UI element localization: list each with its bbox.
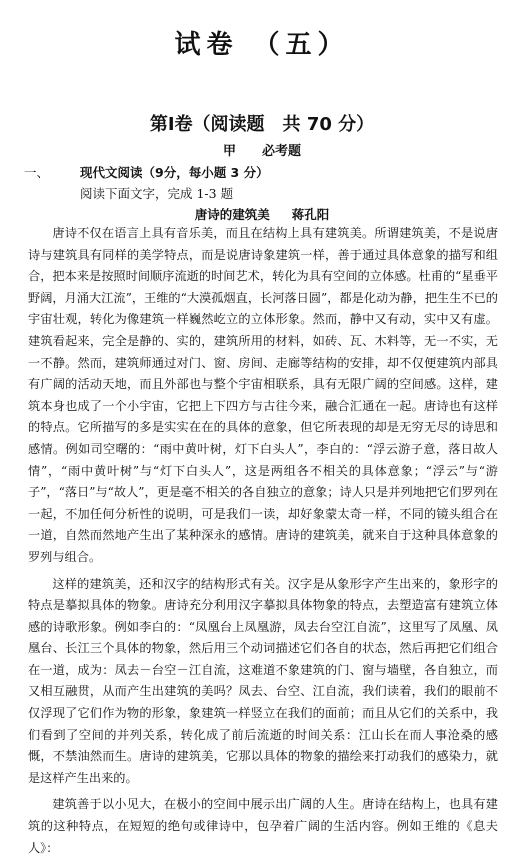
article-body bbox=[28, 223, 498, 864]
article-paragraph: 唐诗不仅在语言上具有音乐美，而且在结构上具有建筑美。所谓建筑美，不是说唐诗与建筑具有同样的美学特点，而是说唐诗象建筑一样，善于通过具体意象的描写和组合，把本来是按照时间顺序流逝的时间艺术，转化为具有空间的立体感。杜甫的“星垂平野阔，月涌大江流”，王维的“大漠孤烟直，长河落日圆”，都是化动为静，把生生不已的宇宙壮观，转化为像建筑一样巍然屹立的立体形象。然而，静中又有动，实中又有虚。建筑看起来，完全是静的、实的，建筑所用的材料，如砖、瓦、木料等，无一不实，无一不静。然而，建筑师通过对门、窗、房间、走廊等结构的安排，却不仅便建筑内部具有广阔的活动天地，而且外部也与整个宇宙相联系，具有无限广阔的空间感。这样，建筑本身也成了一个小宇宙，它把上下四方与古往今来，融合汇通在一起。唐诗也有这样的特点。它所描写的多是实实在在的具体的意象，但它所表现的却是无穷无尽的诗思和感情。例如司空曙的：“雨中黄叶树，灯下白头人”，李白的：“浮云游子意，落日故人情”，“雨中黄叶树”与“灯下白头人”，这是两组各不相关的具体意象；“浮云”与“游子”，“落日”与“故人”，更是毫不相关的各自独立的意象；诗人只是并列地把它们罗列在一起，不加任何分析性的说明，可是我们一读，却好象蒙太奇一样，不同的镜头组合在一道，自然而然地产生出了某种深永的感情。唐诗的建筑美，就来自于这种具体意象的罗列与组合。 bbox=[28, 226, 498, 564]
question-heading bbox=[24, 163, 269, 181]
article-paragraph: 这样的建筑美，还和汉字的结构形式有关。汉字是从象形字产生出来的，象形字的特点是摹拟具体的物象。唐诗充分利用汉字摹拟具体物象的特点，去塑造富有建筑立体感的诗歌形象。例如李白的：“凤凰台上凤凰游，凤去台空江自流”，这里写了凤凰、凤凰台、长江三个具体的物象，然后用三个动词描述它们各自的状态，然后再把它们组合在一道，成为：凤去－台空－江自流，这难道不象建筑的门、窗与墙壁，各自独立，而又相互融贯，从而产生出建筑的美吗？凤去、台空、江自流，我们读着，我们的眼前不仅浮现了它们作为物的形象，象建筑一样竖立在我们的面前；而且从它们的关系中，我们看到了空间的并列关系，转化成了前后流逝的时间关系：江山长在而人事沧桑的感慨，不禁油然而生。唐诗的建筑美，它那以具体的物象的描绘来打动我们的感染力，就是这样产生出来的。 bbox=[28, 576, 498, 785]
article-title: 唐诗的建筑美 bbox=[194, 207, 270, 222]
article-paragraph: 建筑善于以小见大，在极小的空间中展示出广阔的人生。唐诗在结构上，也具有建筑的这种特点，在短短的绝句或律诗中，包孕着广阔的生活内容。例如王维的《息夫人》： bbox=[28, 797, 498, 855]
question-heading-text: 现代文阅读（9分，每小题 3 分） bbox=[80, 165, 269, 180]
question-number: 一、 bbox=[24, 165, 50, 180]
section-title: 第Ⅰ卷（阅读题 共 70 分） bbox=[149, 114, 375, 135]
exam-title: 试卷 （五） bbox=[174, 30, 350, 60]
section-subtitle: 甲 必考题 bbox=[222, 144, 301, 159]
article-header bbox=[0, 205, 524, 223]
question-instruction: 阅读下面文字，完成 1-3 题 bbox=[80, 186, 234, 201]
article-author: 蒋孔阳 bbox=[291, 207, 330, 222]
